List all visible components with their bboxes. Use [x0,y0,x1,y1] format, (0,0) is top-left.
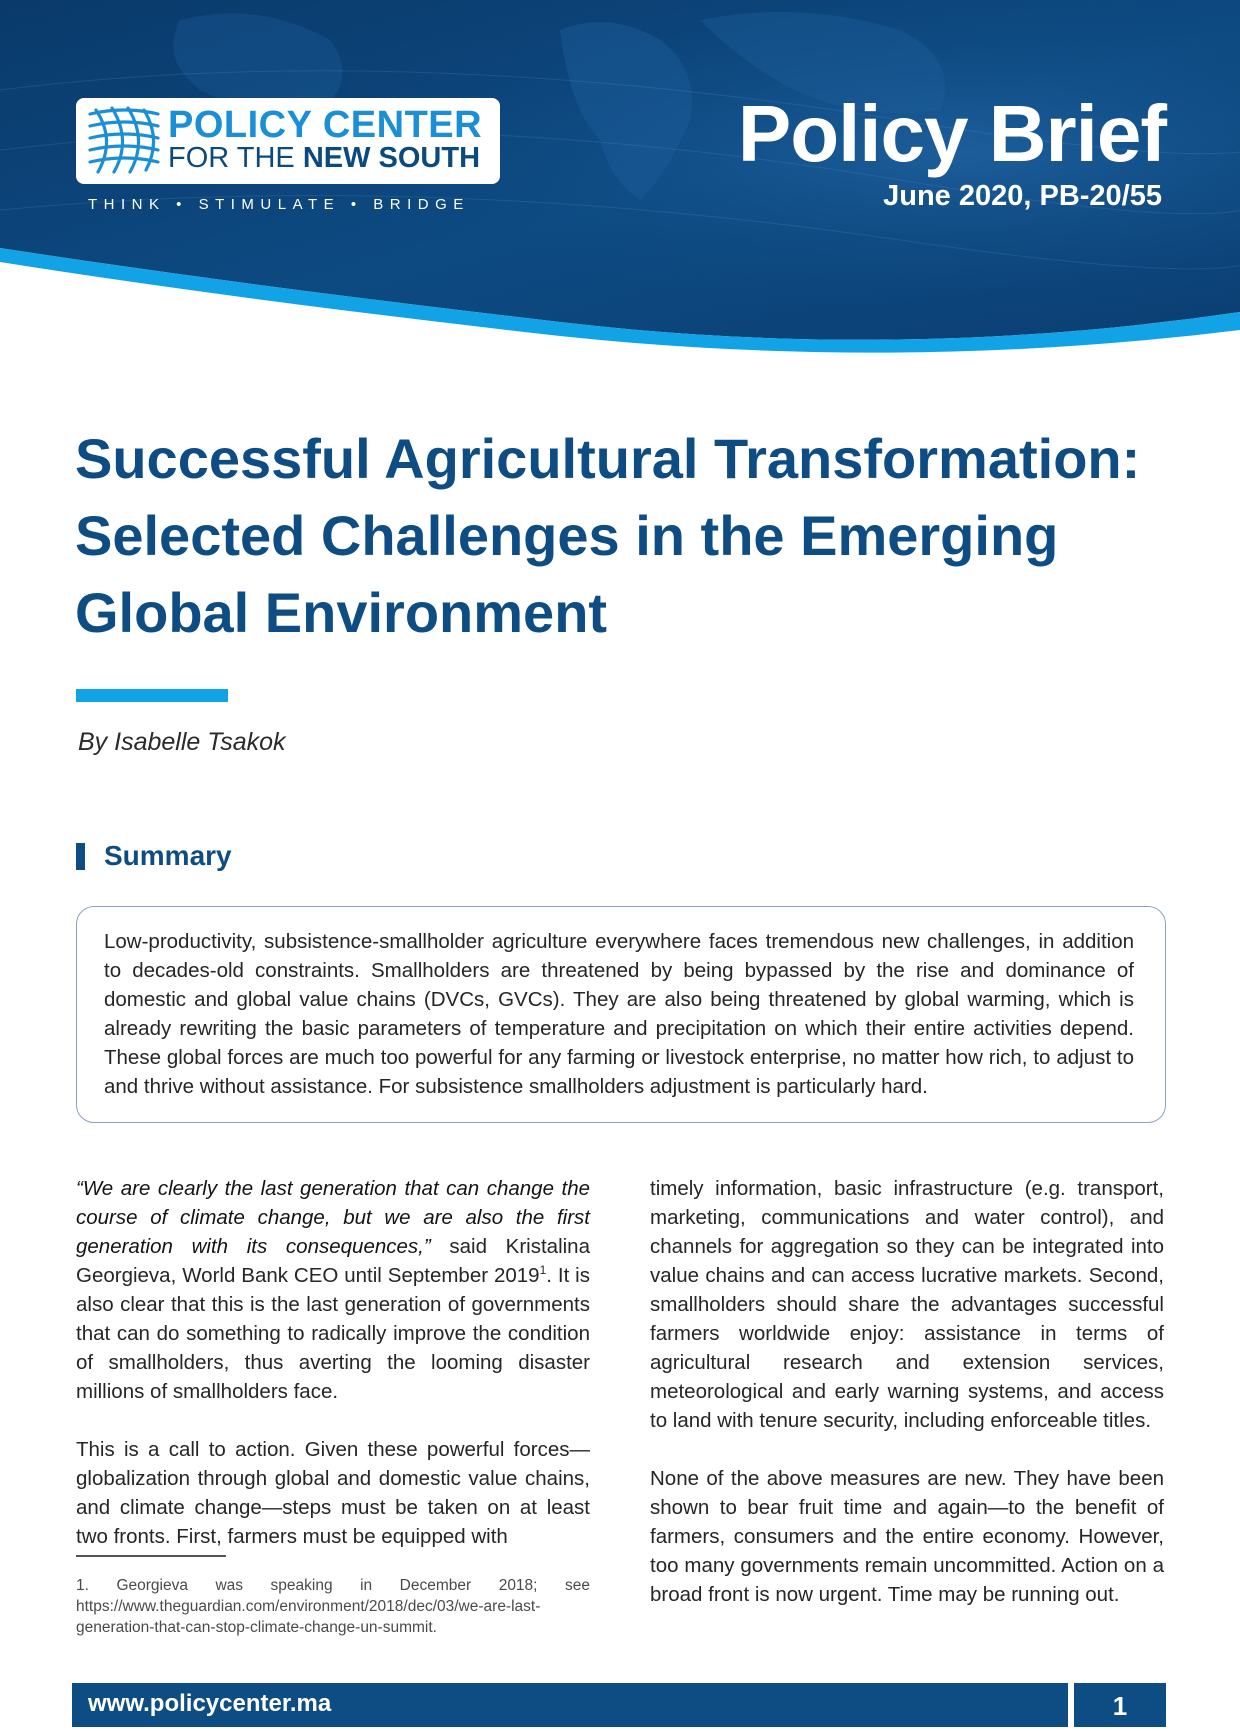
body-column-right [650,1174,1164,1638]
document-type: Policy Brief [737,89,1166,178]
footnote-divider [76,1555,226,1557]
footnote-ref[interactable]: 1 [539,1263,547,1278]
page-title: Successful Agricultural Transformation: Selected Challenges in the Emerging Global Environment [75,427,1141,644]
summary-heading: Summary [104,840,232,871]
body-paragraph-3: timely information, basic infrastructure (e.g. transport, marketing, communications and water control), and channels for aggregation so they can be integrated into value chains and can access lucrative markets. Second, smallholders should share the advantages successful farmers worldwide enjoy: assistance in terms of agricultural research and extension services, meteorological and early warning systems, and access to land with tenure security, including enforceable titles. [650,1177,1164,1432]
logo-title: POLICY CENTER [168,104,483,146]
body-column-left [76,1174,590,1580]
body-paragraph-1: “We are clearly the last generation that can change the course of climate change, but we are also the first generation with its consequences,” said Kristalina Georgieva, World Bank CEO until September 2019$^1$. It is also clear that this is the last generation of governments that can do something to radically improve the condition of smallholders, thus averting the looming disaster millions of smallholders face. [76,1177,590,1403]
globe-grid-logo-icon [86,106,162,174]
summary-marker [76,843,85,870]
author-byline: By Isabelle Tsakok [78,728,286,756]
footnote: 1. Georgieva was speaking in December 2018; see https://www.theguardian.com/environment/2018/dec/03/we-are-last-generation-that-can-stop-climate-change-un-summit. [76,1577,590,1636]
page-number: 1 [1074,1683,1166,1727]
quote: “We are clearly the last generation that can change the course of climate change, but we are also the first generation with its consequences,” [76,1177,590,1258]
logo-subtitle: FOR THE NEW SOUTH [168,142,481,174]
body-paragraph-2: This is a call to action. Given these powerful forces—globalization through global and domestic value chains, and climate change—steps must be taken on at least two fronts. First, farmers must be equipped with [76,1438,590,1548]
body-paragraph-4: None of the above measures are new. They have been shown to bear fruit time and again—to the benefit of farmers, consumers and the entire economy. However, too many governments remain uncommitted. Action on a broad front is now urgent. Time may be running out. [650,1467,1164,1606]
footer-url-link[interactable]: www.policycenter.ma [88,1690,332,1717]
document-date-ref: June 2020, PB-20/55 [883,180,1162,212]
logo-tagline: THINK • STIMULATE • BRIDGE [88,196,470,213]
summary-text: Low-productivity, subsistence-smallholder agriculture everywhere faces tremendous new challenges, in addition to decades-old constraints. Smallholders are threatened by being bypassed by the rise and dominance of domestic and global value chains (DVCs, GVCs). They are also being threatened by global warming, which is already rewriting the basic parameters of temperature and precipitation on which their entire activities depend. These global forces are much too powerful for any farming or livestock enterprise, no matter how rich, to adjust to and thrive without assistance. For subsistence smallholders adjustment is particularly hard. [104,930,1134,1098]
title-underline [76,689,228,702]
